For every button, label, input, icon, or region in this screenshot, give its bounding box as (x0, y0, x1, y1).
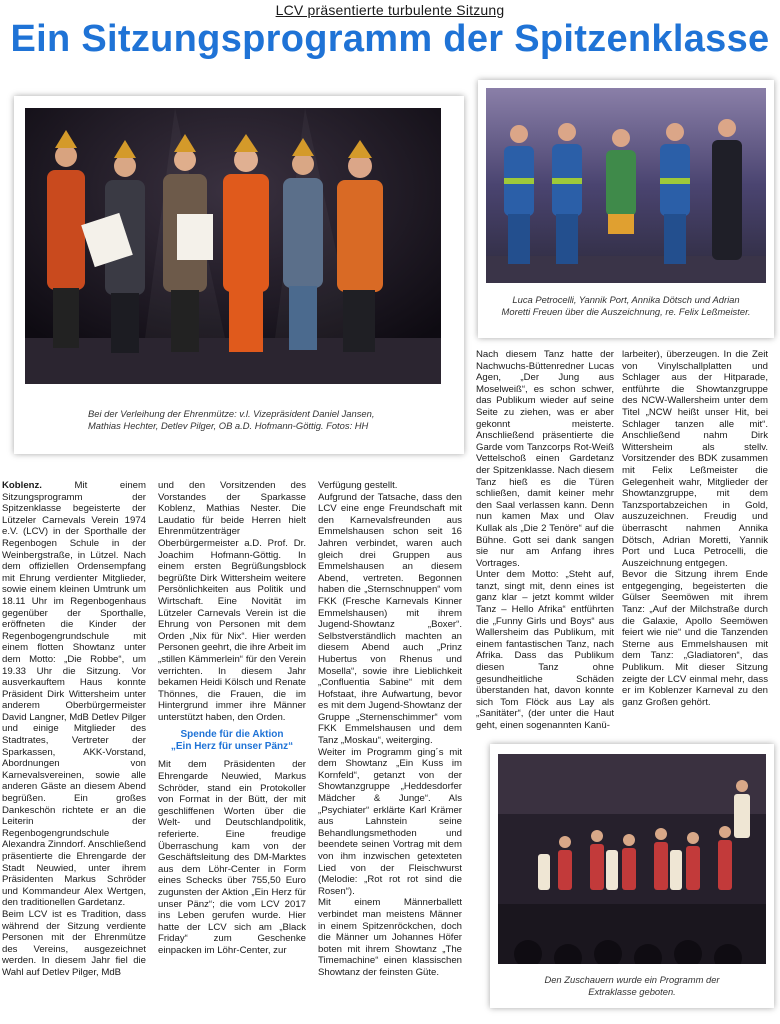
subheading (158, 729, 306, 753)
col5b-text: Bevor die Sitzung ihrem Ende entgegenging, begeisterten die Gülser Seemöwen mit ihrem Tanz: „Auf der Milchstraße durch die Galaxie, Apollo Seemöwen feiert wie nie“ und die Tanzenden Sterne aus Emmelshausen mit dem Tanz: „Gladiatoren“, das Publikum. Mit dieser Sitzung zeigte der LCV einmal mehr, dass er im Koblenzer Karneval zu den ganz Großen gehört. (622, 569, 768, 708)
bottom-right-photo-frame (490, 744, 774, 1008)
article-headline: Ein Sitzungsprogramm der Spitzenklasse (10, 18, 770, 60)
col1-text: Mit einem Sitzungsprogramm der Spitzenklasse begeisterte der Lützeler Carnevals Verein 1974 e.V. (LCV) in der Sporthalle der Regenbogen Schule in der Weinbergstraße, in Lützel. Nach dem offiziellen Ordensempfang mit Ehrung verdienter Mitglieder, sowie einem kleinen Umtrunk um 18.11 Uhr im Regenbogenhaus gegenüber der Sporthalle, eröffneten die Kinder der Regenbogengrundschule mit einem flotten Showtanz unter dem Motto: „Die Robbe“, um 19.33 Uhr die Sitzung. Vor ausverkauftem Haus konnte Präsident Dirk Wittersheim unter anderem Oberbürgermeister David Langner, MdB Detlev Pilger und einige Mitglieder des Stadtrates, Vertreter der Sparkassen, AKK-Vorstand, Abordnungen von Karnevalsvereinen, sowie alle anderen Gäste an diesem Abend begrüßen. Ein großes Dankeschön richtete er an die Leiterin der Regenbogengrundschule Alexandra Zinndorf. Anschließend präsentierte die Ehrengarde der Stadt Neuwied, unter ihrem Präsidenten Markus Schröder und Kommandeur Alex Wertgen, den traditionellen Gardetanz. (2, 480, 146, 909)
col3c-text: Weiter im Programm ging´s mit dem Showtanz „Ein Kuss im Kornfeld“, getanzt von der Showtanzgruppe „Heddesdorfer Mädcher & Junge“. Als „Psychiater“ erklärte Karl Krämer aus Lahnstein seine Behandlungsmethoden und beendete seinen Vortrag mit dem von ihm inzwischen getexteten Lied von der Fleischwurst (Melodie: „Rot rot rot sind die Rosen“). (318, 746, 462, 897)
main-photo (25, 108, 441, 384)
main-photo-caption: Bei der Verleihung der Ehrenmütze: v.l. Vizepräsident Daniel Jansen, Mathias Hechter, Detlev Pilger, OB a.D. Hofmann-Göttig. Fotos: HH (88, 408, 375, 431)
main-photo-frame (14, 96, 464, 454)
top-right-photo (486, 88, 766, 283)
col4a-text: Nach diesem Tanz hatte der Nachwuchs-Büttenredner Lucas Agen, „Der Jung aus Moselweiß“, es schon schwer, das Publikum wieder auf seine Seite zu ziehen, was er aber gekonnt meisterte. Anschließend präsentierte die Garde vom Tanzcorps Rot-Weiß Vettelschoß einen Gardetanz der Spitzenklasse. Nach diesem Tanz hieß es die Türen schließen, damit keiner mehr den Saal verlassen kann. Denn nun kamen Max und Olav Kullak als „Die 2 Tenöre“ auf die Bühne. Gott sei dank sangen sie nur am Anfang ihres Vortrages. (476, 349, 614, 569)
article-column-4 (476, 349, 614, 732)
col2a-text: und den Vorsitzenden des Vorstandes der Sparkasse Koblenz, Mathias Nester. Die Laudatio für beide Herren hielt Ehrenmützenträger Oberbürgermeister a.D. Prof. Dr. Joachim Hofmann-Göttig. In einem ersten Begrüßungsblock begrüßte Dirk Wittersheim weitere Persönlichkeiten aus Politik und Wirtschaft. Eine Novität im Lützeler Carnevals Verein ist die Ehrung von Personen mit dem Orden „Nix für Nix“. Hier werden Personen geehrt, die ihre Arbeit im „stillen Kämmerlein“ für den Verein verrichten. In diesem Jahr bekamen Heidi Kölsch und Renate Thönnes, die Frauen, die im Hintergrund immer ihre Männer unterstützt haben, den Orden. (158, 480, 306, 723)
top-right-photo-caption: Luca Petrocelli, Yannik Port, Annika Dötsch und Adrian Moretti Freuen über die Auszeichnung, re. Felix Leßmeister. (501, 294, 751, 317)
subheading-line-1: Spende für die Aktion (180, 729, 284, 741)
top-right-photo-frame (478, 80, 774, 338)
dateline: Koblenz. (2, 480, 42, 491)
article-column-1 (2, 480, 146, 979)
bottom-right-photo-caption: Den Zuschauern wurde ein Programm der Extraklasse geboten. (544, 974, 720, 997)
article-kicker: LCV präsentierte turbulente Sitzung (275, 2, 505, 18)
col5a-text: larbeiter), überzeugen. In die Zeit von Vinylschallplatten und Schlager aus der Hitparade, entführte die Showtanzgruppe des NCW-Wallersheim unter dem Titel „NCW heißt unser Hit, bei Schlager tanzen alle mit“. Anschließend nahm Dirk Wittersheim als stellv. Vorsitzender des BDK zusammen mit Felix Leßmeister die Gelegenheit wahr, Mitglieder der Showtanzgruppe, mit dem Tanzsportabzeichen in Gold, auszuzeichnen. Freudig und überrascht nahmen Annika Dötsch, Adrian Moretti, Yannik Port und Luca Petrocelli, die Auszeichnung entgegen. (622, 349, 768, 569)
article-column-5 (622, 349, 768, 708)
col1b-text: Beim LCV ist es Tradition, dass während der Sitzung verdiente Personen mit der Ehrenmütze des Vereins, ausgezeichnet werden. In diesem Jahr fiel die Wahl auf Detlev Pilger, MdB (2, 908, 146, 978)
bottom-right-photo (498, 754, 766, 964)
article-column-3 (318, 480, 462, 979)
article-column-2 (158, 480, 306, 957)
col3b-text: Aufgrund der Tatsache, dass den LCV eine enge Freundschaft mit den Karnevalsfreunden aus Emmelshausen schon seit 16 Jahren verbindet, waren auch gleich drei Gruppen aus Emmelshausen an diesem Abend, vertreten. Begonnen haben die „Sternschnuppen“ vom FKK (Fresche Karnevals Kinner Emmelshausen) mit ihrem Jugend-Showtanz „Boxer“. Selbstverständlich machten an diesem Abend auch „Prinz Hubertus von Rhenus und Mosella“, sowie ihre Lieblichkeit „Confluentia Sabine“ mit dem Hofstaat, ihre Aufwartung, bevor es mit dem Jugend-Showtanz der Gruppe „Sternenschimmer“ vom FKK Emmelshausen und dem Tanz „Moskau“, weiterging. (318, 491, 462, 747)
col3d-text: Mit einem Männerballett verbindet man meistens Männer in einem Spitzenröckchen, doch die Männer um Johannes Höfer boten mit ihrem Showtanz „The Timemachine“ einen klassischen Showtanz der feinsten Güte. (318, 897, 462, 978)
col2b-text: Mit dem Präsidenten der Ehrengarde Neuwied, Markus Schröder, stand ein Protokoller von Format in der Bütt, der mit geschliffenen Worten über die Welt- und Deutschlandpolitik, referierte. Eine freudige Überraschung kam von der Geschäftsleitung des DM-Marktes aus dem Löhr-Center in Form eines Schecks über 755,50 Euro zugunsten der Aktion „Ein Herz für unser Pänz“; die vom LCV 2017 ins Leben gerufen wurde. Hier hatte der LCV sich am „Black Friday“ zum Geschenke einpacken im Löhr-Center, zur (158, 759, 306, 956)
col4b-text: Unter dem Motto: „Steht auf, tanzt, singt mit, denn eines ist ganz klar – jetzt kommt wilder Tanz – Hello Afrika“ entführten die „Funny Girls und Boys“ aus Wallersheim das Publikum, mit einem fantastischen Tanz, nach Afrika. Dass das Publikum diesen Tanz ohne gesundheitliche Schäden überstanden hat, davon konnte sich Tom Flöck aus Lay als „Sanitäter“, (der unter die Haut geht, einen sogenannten Kanü- (476, 569, 614, 731)
subheading-line-2: „Ein Herz für unser Pänz“ (170, 741, 294, 753)
col3a-text: Verfügung gestellt. (318, 480, 398, 491)
